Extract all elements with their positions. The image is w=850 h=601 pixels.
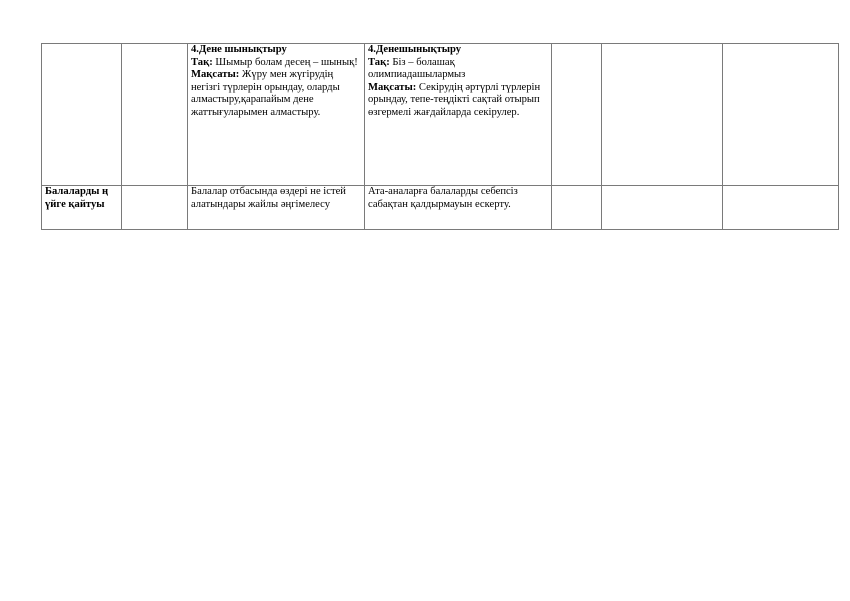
table-cell bbox=[552, 44, 602, 186]
row-header-children-going-home: Балаларды ң үйге қайтуы bbox=[42, 186, 122, 230]
topic-label: Тақ: bbox=[368, 56, 390, 68]
table-cell bbox=[602, 186, 723, 230]
table-cell bbox=[42, 44, 122, 186]
goal-text: Секірудің әртүрлі түрлерін орындау, тепе-теңдікті сақтай отырып өзгермелі жағдайларда секірулер. bbox=[368, 81, 541, 118]
goal-label: Мақсаты: bbox=[368, 81, 417, 93]
activity-title: 4.Денешынықтыру bbox=[368, 44, 462, 55]
activity-cell-physical-education bbox=[188, 44, 365, 186]
topic-text: Біз – болашақ олимпиадашылармыз bbox=[368, 56, 466, 81]
goal-text: Жүру мен жүгірудің негізгі түрлерін орындау, оларды алмастыру,қарапайым дене жаттығуларымен алмастыру. bbox=[191, 69, 340, 118]
table-cell bbox=[602, 44, 723, 186]
topic-text: Шымыр болам десең – шынық! bbox=[215, 56, 358, 68]
activity-cell-physical-education-2 bbox=[365, 44, 552, 186]
table-cell bbox=[723, 186, 839, 230]
table-row bbox=[42, 44, 839, 186]
table-row bbox=[42, 186, 839, 230]
table-cell bbox=[552, 186, 602, 230]
table-cell bbox=[122, 186, 188, 230]
topic-label: Тақ: bbox=[191, 56, 213, 68]
table-cell-parents-reminder: Ата-аналарға балаларды себепсіз сабақтан қалдырмауын ескерту. bbox=[365, 186, 552, 230]
table-cell bbox=[723, 44, 839, 186]
table-cell-family-talk: Балалар отбасында өздері не істей алатындары жайлы әңгімелесу bbox=[188, 186, 365, 230]
goal-label: Мақсаты: bbox=[191, 69, 240, 81]
activity-title: 4.Дене шынықтыру bbox=[191, 44, 287, 55]
schedule-table bbox=[41, 43, 839, 230]
table-cell bbox=[122, 44, 188, 186]
